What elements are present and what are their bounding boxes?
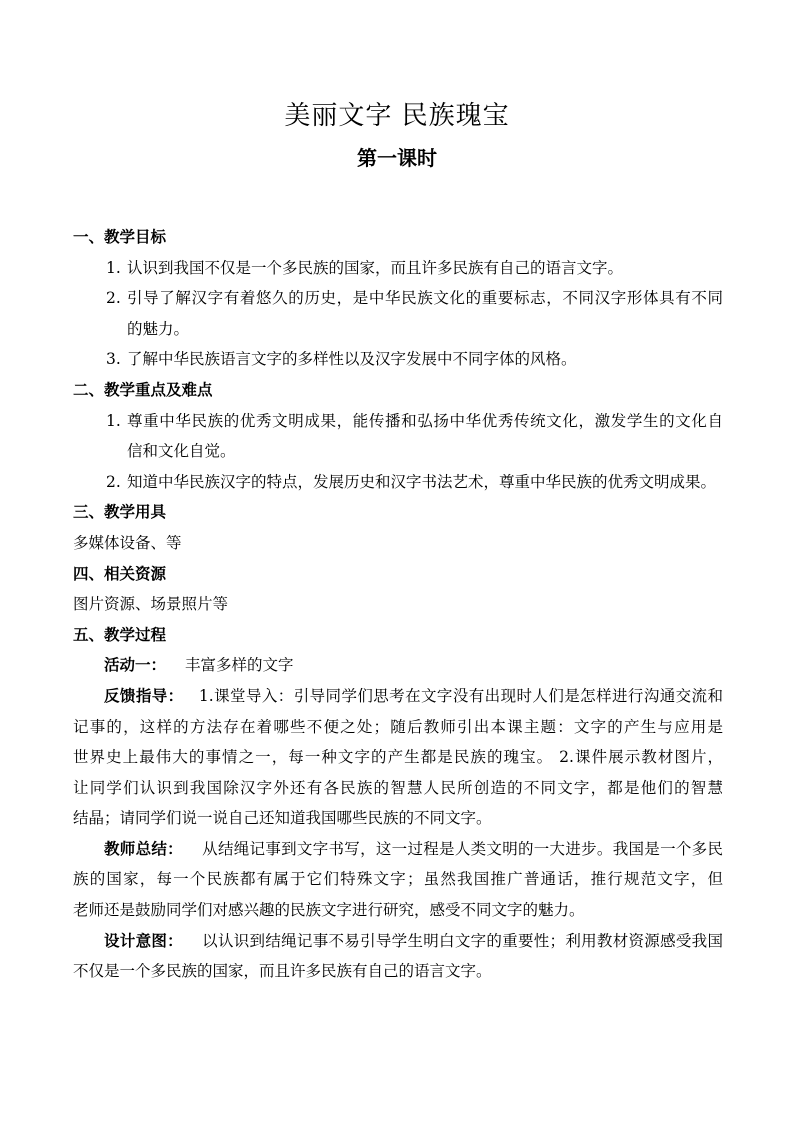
item-text: 认识到我国不仅是一个多民族的国家，而且许多民族有自己的语言文字。	[127, 258, 624, 277]
intent-line-1	[73, 926, 723, 957]
key-point-item-1-continued: 信和文化自觉。	[127, 442, 236, 461]
document-title: 美丽文字 民族瑰宝	[284, 101, 510, 131]
intent-line-2: 不仅是一个多民族的国家，而且许多民族有自己的语言文字。	[73, 962, 492, 981]
document-body	[73, 222, 723, 987]
feedback-label: 反馈指导：	[104, 685, 184, 705]
section-heading-resources: 四、相关资源	[73, 563, 167, 583]
activity-line	[73, 650, 723, 681]
key-point-item-2	[73, 467, 723, 498]
objective-item-3	[73, 344, 723, 375]
feedback-line-4: 让同学们认识到我国除汉字外还有各民族的智慧人民所创造的不同文字，都是他们的智慧	[73, 778, 723, 797]
item-number: 2.	[106, 472, 121, 491]
key-point-item-1	[73, 406, 723, 437]
item-text: 知道中华民族汉字的特点，发展历史和汉字书法艺术，尊重中华民族的优秀文明成果。	[127, 472, 717, 491]
summary-label: 教师总结：	[104, 838, 183, 858]
intent-label: 设计意图：	[104, 930, 183, 950]
feedback-line-3: 世界史上最伟大的事情之一，每一种文字的产生都是民族的瑰宝。 2.课件展示教材图片，	[73, 748, 723, 767]
objective-item-1	[73, 253, 723, 284]
feedback-line-5: 结晶；请同学们说一说自己还知道我国哪些民族的不同文字。	[73, 809, 492, 828]
item-number: 1.	[106, 258, 121, 277]
objective-item-2-continued: 的魅力。	[127, 319, 190, 338]
objective-item-2	[73, 283, 723, 314]
summary-line-3: 老师还是鼓励同学们对感兴趣的民族文字进行研究，感受不同文字的魅力。	[73, 901, 585, 920]
document-subtitle: 第一课时	[357, 146, 437, 170]
item-number: 1.	[106, 411, 121, 430]
section-heading-key-points: 二、教学重点及难点	[73, 379, 213, 399]
feedback-line-2: 记事的，这样的方法存在着哪些不便之处；随后教师引出本课主题：文字的产生与应用是	[73, 717, 723, 736]
section-heading-teaching-tools: 三、教学用具	[73, 502, 167, 522]
item-number: 3.	[106, 350, 121, 369]
item-text: 了解中华民族语言文字的多样性以及汉字发展中不同字体的风格。	[127, 350, 577, 369]
feedback-line-1	[73, 681, 723, 712]
activity-label: 活动一：	[104, 655, 167, 675]
item-text: 引导了解汉字有着悠久的历史，是中华民族文化的重要标志，不同汉字形体具有不同	[127, 289, 723, 308]
feedback-text: 1.课堂导入：引导同学们思考在文字没有出现时人们是怎样进行沟通交流和	[198, 686, 723, 705]
activity-text: 丰富多样的文字	[184, 656, 294, 675]
summary-line-1	[73, 834, 723, 865]
intent-text: 以认识到结绳记事不易引导学生明白文字的重要性；利用教材资源感受我国	[202, 931, 723, 950]
resources-text: 图片资源、场景照片等	[73, 595, 229, 614]
item-text: 尊重中华民族的优秀文明成果，能传播和弘扬中华优秀传统文化，激发学生的文化自	[127, 411, 723, 430]
item-number: 2.	[106, 289, 121, 308]
section-heading-objectives: 一、教学目标	[73, 227, 167, 246]
teaching-tools-text: 多媒体设备、等	[73, 533, 182, 552]
section-heading-process: 五、教学过程	[73, 624, 167, 644]
summary-line-2: 族的国家，每一个民族都有属于它们特殊文字；虽然我国推广普通话，推行规范文字，但	[73, 870, 723, 889]
summary-text: 从结绳记事到文字书写，这一过程是人类文明的一大进步。我国是一个多民	[202, 839, 723, 858]
